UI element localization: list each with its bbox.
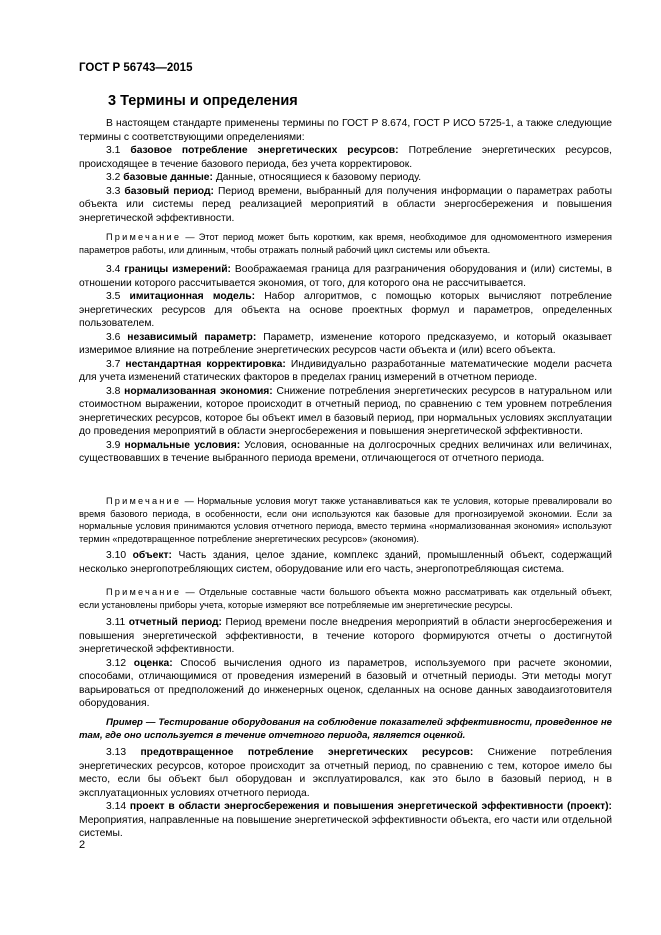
term-3-14: 3.14 проект в области энергосбережения и повышения энергетической эффективности (проект): Мероприятия, направленные на повышение энергетической эффективности объекта, его части или отдельной системы. [79,801,612,839]
page-number: 2 [79,839,86,851]
terms-block-2 [79,263,612,466]
note-3: Примечание — Отдельные составные части большого объекта можно рассматривать как отдельный объект, если установлены приборы учета, которые измеряют все потребляемые им энергетические ресурсы. [79,587,612,610]
term-3-1: 3.1 базовое потребление энергетических ресурсов: Потребление энергетических ресурсов, происходящее в течение базового периода, без учета корректировок. [79,145,612,170]
document-id-header: ГОСТ Р 56743—2015 [79,62,193,74]
term-3-6: 3.6 независимый параметр: Параметр, изменение которого предсказуемо, и который оказывает измеримое влияние на потребление энергетических ресурсов части объекта и (или) всего объекта. [79,331,612,356]
note-2: Примечание — Нормальные условия могут также устанавливаться как те условия, которые превалировали во время базового периода, в особенности, если они используются как базовые для прогнозируемой экономии. Если за нормальные условия принимаются условия отчетного периода, вместо термина «нормализованная экономия» используют термин «предотвращенное потребление энергетических ресурсов» (экономия). [79,496,612,544]
note-label: Примечание [106,232,182,242]
term-3-9: 3.9 нормальные условия: Условия, основанные на долгосрочных средних величинах или величинах, существовавших в течение выбранного периода времени, отличающегося от отчетного периода. [79,439,612,464]
term-3-11: 3.11 отчетный период: Период времени после внедрения мероприятий в области энергосбережения и повышения энергетической эффективности, в течение которого формируются отчеты о достигнутой энергетической эффективности. [79,617,612,655]
terms-block-1 [79,117,612,225]
term-3-4: 3.4 границы измерений: Воображаемая граница для разграничения оборудования и (или) системы, в отношении которого рассчитывается экономия, от того, для которого она не рассчитывается. [79,264,612,289]
terms-block-3 [79,549,612,576]
terms-block-5 [79,746,612,841]
term-3-7: 3.7 нестандартная корректировка: Индивидуально разработанные математические модели расчета для учета изменений статических факторов в пределах границ измерений в отчетном периоде. [79,358,612,383]
note-1: Примечание — Этот период может быть коротким, как время, необходимое для одномоментного измерения параметров работы, или длинным, чтобы отражать полный рабочий цикл системы или объекта. [79,232,612,255]
term-3-13: 3.13 предотвращенное потребление энергетических ресурсов: Снижение потребления энергетических ресурсов, которое происходит за отчетный период, по сравнению с тем, которое имело бы место, если бы объект был оборудован и эксплуатировался, как это было в базовый период, н в эксплуатационных условиях отчетного периода. [79,747,612,799]
terms-block-4 [79,616,612,711]
term-3-2: 3.2 базовые данные: Данные, относящиеся к базовому периоду. [106,172,422,183]
term-3-5: 3.5 имитационная модель: Набор алгоритмов, с помощью которых вычисляют потребление энергетических ресурсов для объекта на основе проектных формул и параметров, определенных пользователем. [79,291,612,329]
intro-paragraph: В настоящем стандарте применены термины по ГОСТ Р 8.674, ГОСТ Р ИСО 5725-1, а также следующие термины с соответствующими определениями: [79,118,612,143]
term-3-10: 3.10 объект: Часть здания, целое здание, комплекс зданий, промышленный объект, содержащий несколько энергопотребляющих систем, оборудование или его часть, энергопотребляющая система. [79,550,612,575]
term-3-8: 3.8 нормализованная экономия: Снижение потребления энергетических ресурсов в натуральном или стоимостном выражении, которое происходит в отчетный период, по сравнению с тем уровнем потребления энергетических ресурсов, которое бы объект имел в базовый период, при нормальных условиях эксплуатации до проведения мероприятий в области энергосбережения и повышения энергетической эффективности. [79,385,612,437]
term-3-12: 3.12 оценка: Способ вычисления одного из параметров, используемого при расчете экономии, способами, отличающимися от проведения измерений в базовый и отчетный периоды. Эти методы могут варьироваться от предположений до инженерных оценок, сделанных на основе данных заводаизготовителя оборудования. [79,657,612,709]
section-title: 3 Термины и определения [108,93,298,109]
term-3-3: 3.3 базовый период: Период времени, выбранный для получения информации о параметрах работы объекта или системы перед реализацией мероприятий в области энергосбережения и повышения энергетической эффективности. [79,185,612,224]
example-paragraph: Пример — Тестирование оборудования на соблюдение показателей эффективности, проведенное не там, где оно используется в течение отчетного периода, является оценкой. [79,717,612,741]
